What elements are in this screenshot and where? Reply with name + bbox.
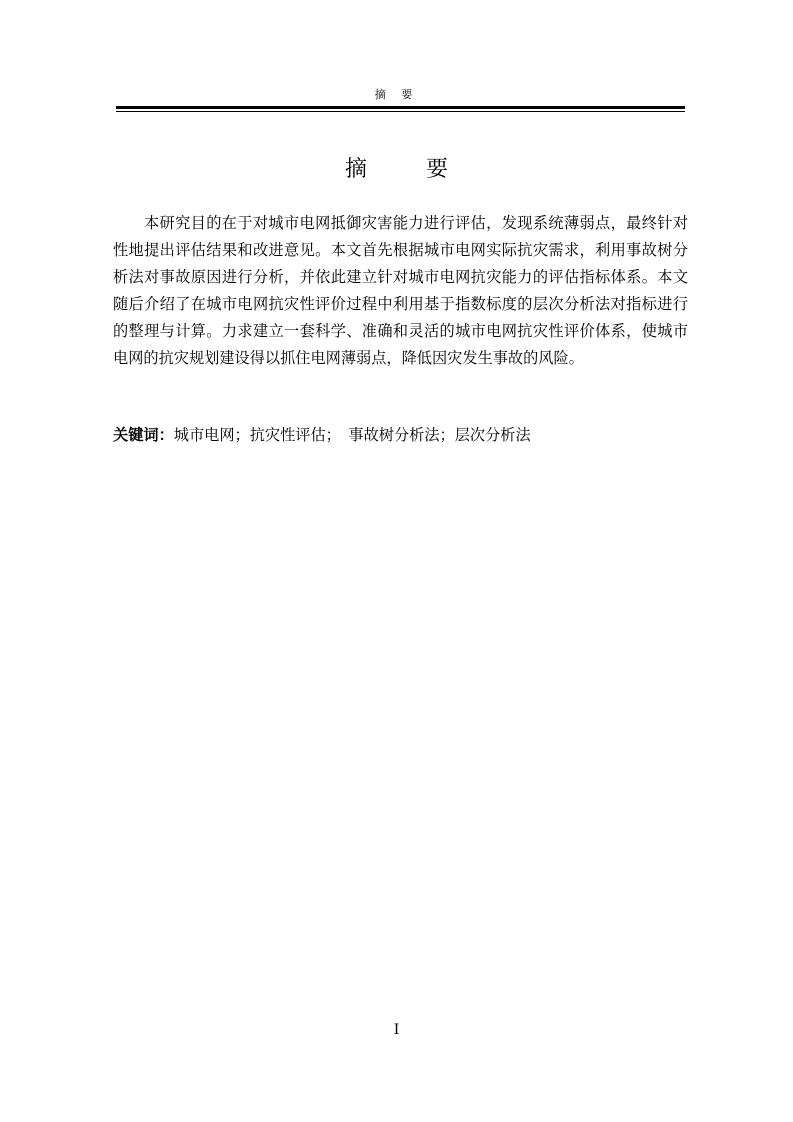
abstract-body: 本研究目的在于对城市电网抵御灾害能力进行评估，发现系统薄弱点，最终针对性地提出评估结果和改进意见。本文首先根据城市电网实际抗灾需求，利用事故树分析法对事故原因进行分析，并依此建立针对城市电网抗灾能力的评估指标体系。本文随后介绍了在城市电网抗灾性评价过程中利用基于指数标度的层次分析法对指标进行的整理与计算。力求建立一套科学、准确和灵活的城市电网抗灾性评价体系，使城市电网的抗灾规划建设得以抓住电网薄弱点，降低因灾发生事故的风险。 [113,214,688,367]
running-header: 摘 要 [374,88,419,101]
header-rule-thin [116,111,685,112]
keywords-value: 城市电网；抗灾性评估； 事故树分析法；层次分析法 [173,426,531,444]
keywords-line [113,423,688,447]
header-rule-thick [116,106,685,109]
page-number: I [393,1022,400,1038]
page-title: 摘 要 [345,157,474,182]
keywords-label: 关键词： [113,426,174,444]
